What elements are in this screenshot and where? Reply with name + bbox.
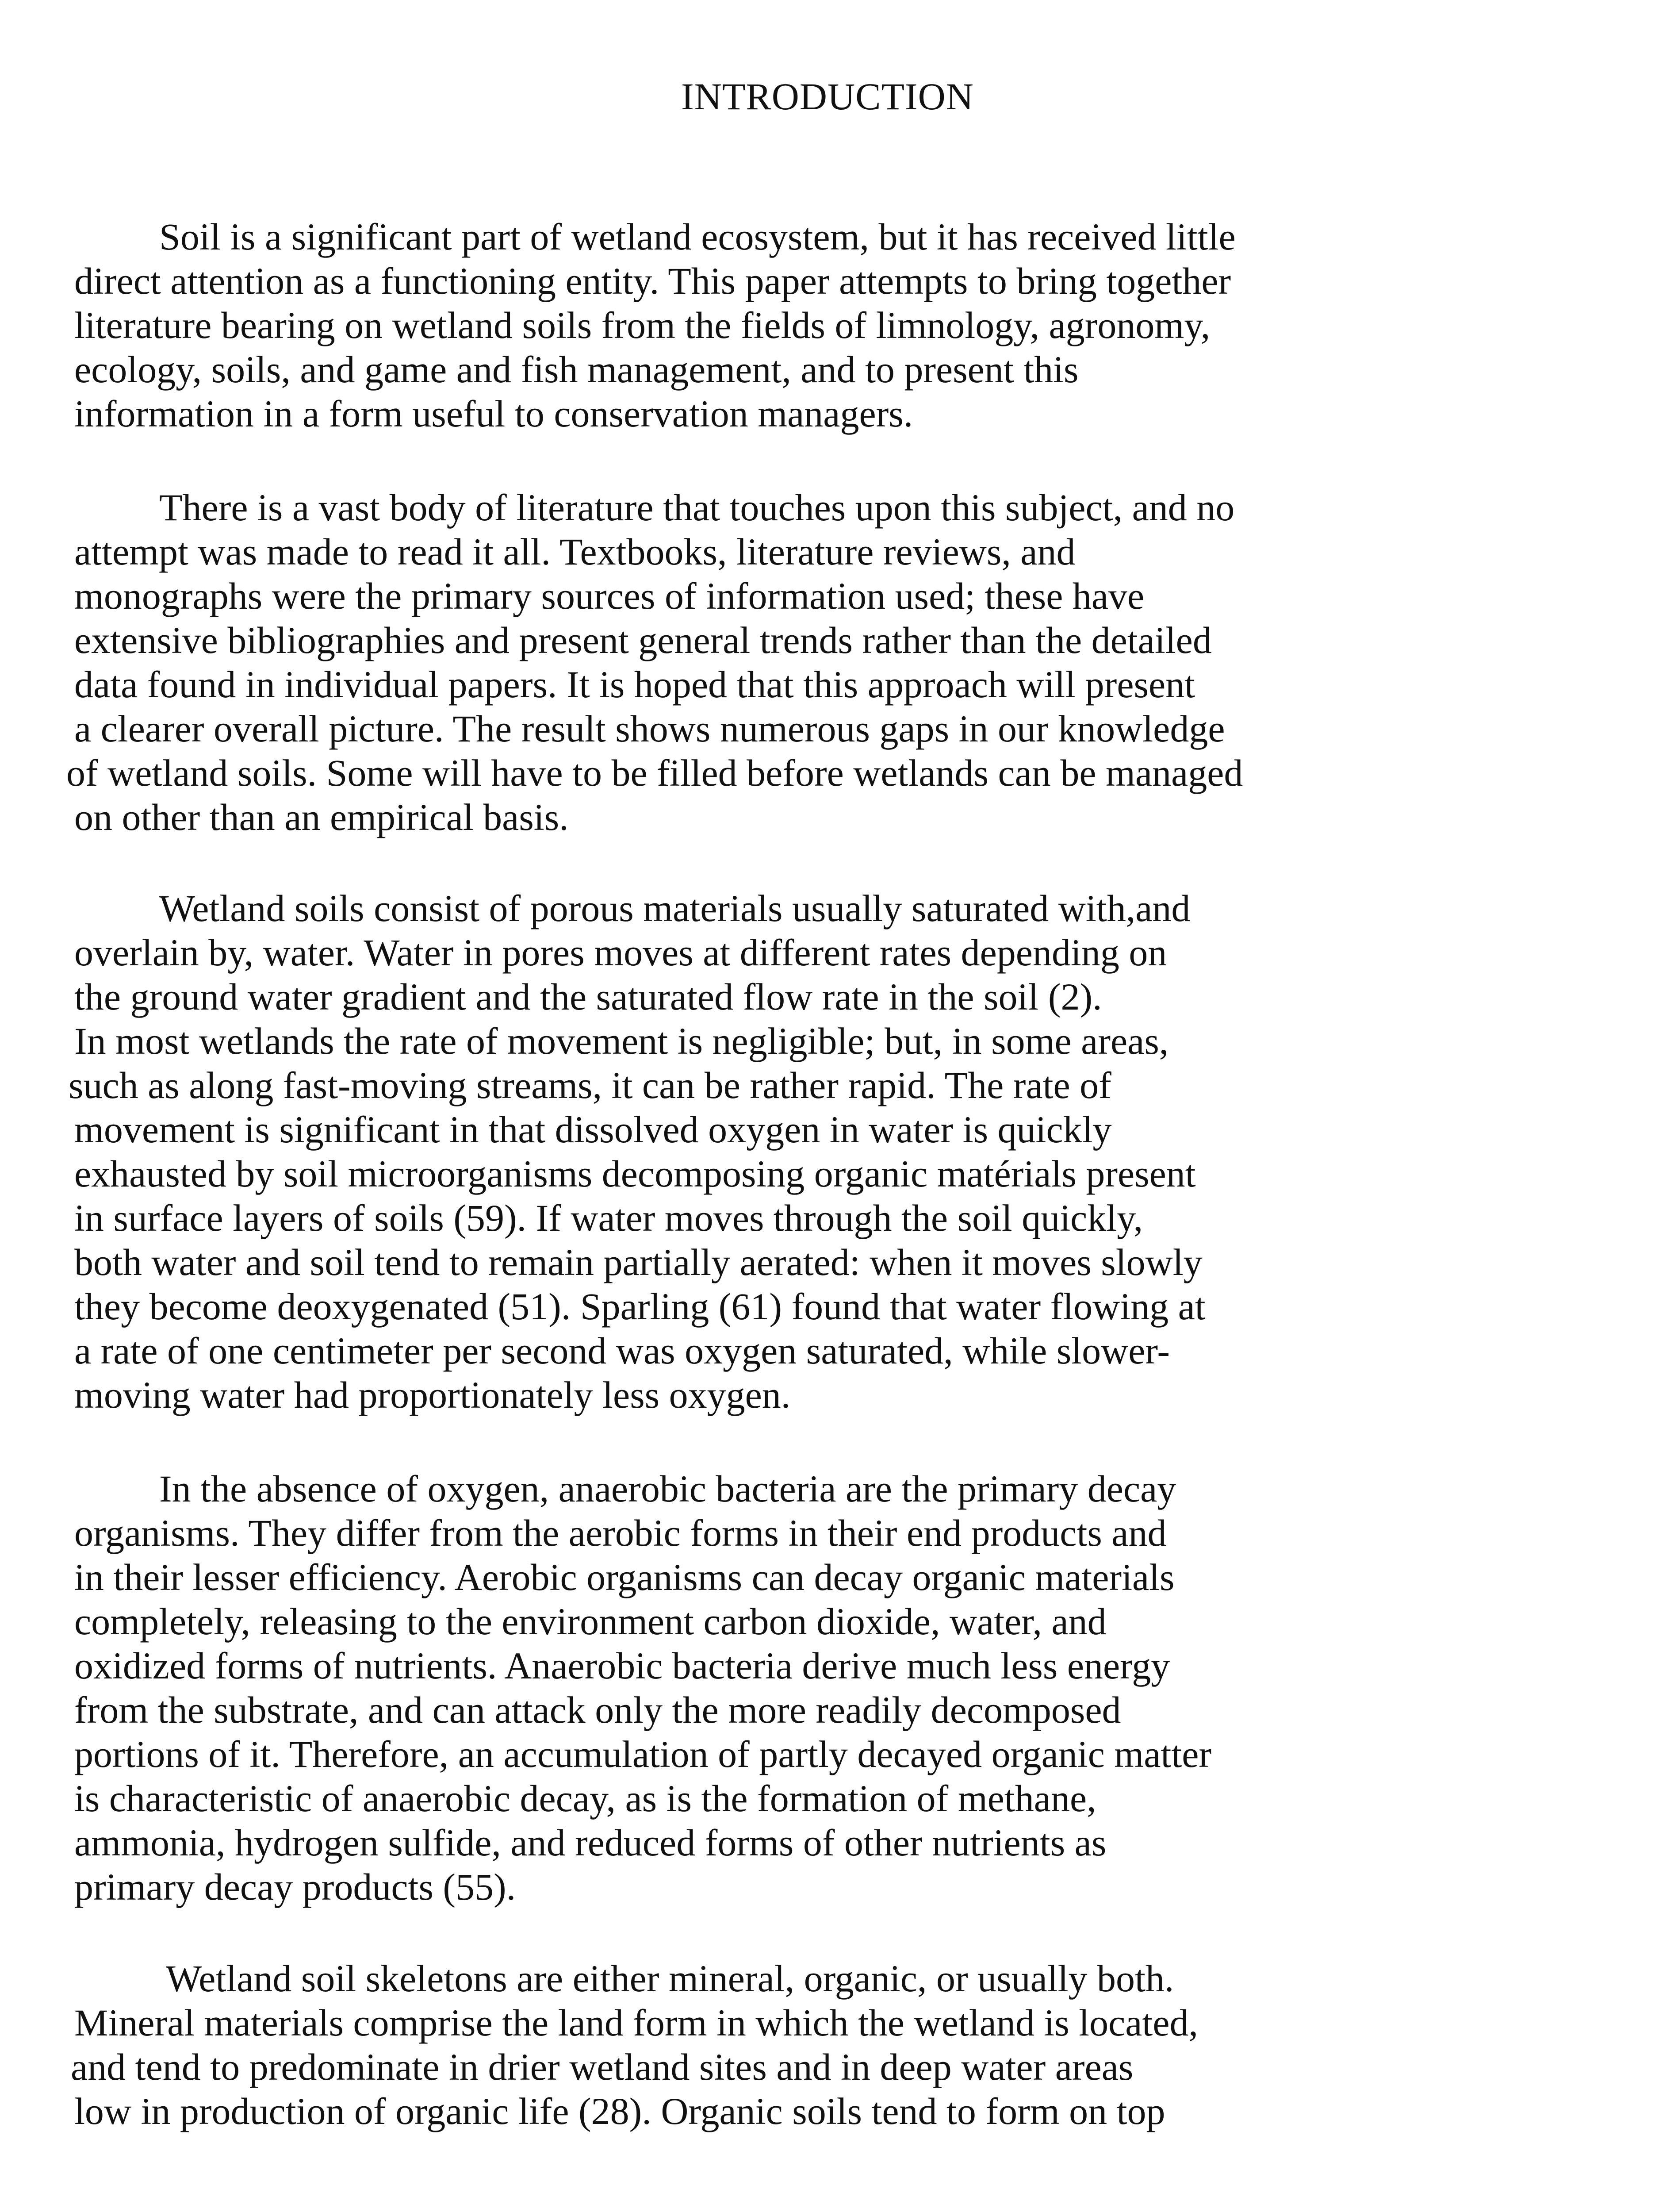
text-line: primary decay products (55). xyxy=(74,1866,516,1908)
text-line: the ground water gradient and the saturated flow rate in the soil (2). xyxy=(74,975,1102,1018)
text-line: ecology, soils, and game and fish management, and to present this xyxy=(74,348,1079,391)
text-line: in surface layers of soils (59). If water moves through the soil quickly, xyxy=(74,1197,1143,1239)
text-line: both water and soil tend to remain partially aerated: when it moves slowly xyxy=(74,1241,1203,1283)
text-line: information in a form useful to conservation managers. xyxy=(74,392,913,435)
text-line: data found in individual papers. It is hoped that this approach will present xyxy=(74,663,1195,706)
text-line: completely, releasing to the environment carbon dioxide, water, and xyxy=(74,1600,1107,1643)
text-line: movement is significant in that dissolved oxygen in water is quickly xyxy=(74,1108,1112,1151)
text-line: exhausted by soil microorganisms decomposing organic matérials present xyxy=(74,1152,1196,1195)
text-line: Soil is a significant part of wetland ecosystem, but it has received little xyxy=(159,215,1236,258)
text-line: There is a vast body of literature that touches upon this subject, and no xyxy=(159,486,1235,529)
text-line: direct attention as a functioning entity. This paper attempts to bring together xyxy=(74,260,1231,302)
text-line: literature bearing on wetland soils from the fields of limnology, agronomy, xyxy=(74,304,1211,346)
text-line: overlain by, water. Water in pores moves at different rates depending on xyxy=(74,931,1167,974)
text-line: a rate of one centimeter per second was oxygen saturated, while slower- xyxy=(74,1329,1170,1372)
text-line: Mineral materials comprise the land form in which the wetland is located, xyxy=(74,2001,1198,2044)
text-line: Wetland soil skeletons are either mineral, organic, or usually both. xyxy=(166,1957,1174,2000)
text-line: on other than an empirical basis. xyxy=(74,796,569,838)
text-line: organisms. They differ from the aerobic forms in their end products and xyxy=(74,1512,1167,1554)
text-line: moving water had proportionately less oxygen. xyxy=(74,1374,791,1416)
text-line: is characteristic of anaerobic decay, as is the formation of methane, xyxy=(74,1777,1096,1820)
text-line: in their lesser efficiency. Aerobic organisms can decay organic materials xyxy=(74,1556,1175,1598)
text-line: Wetland soils consist of porous materials usually saturated with,and xyxy=(159,887,1191,929)
text-line: they become deoxygenated (51). Sparling (61) found that water flowing at xyxy=(74,1285,1206,1328)
text-line: In most wetlands the rate of movement is negligible; but, in some areas, xyxy=(74,1020,1169,1062)
text-line: attempt was made to read it all. Textbooks, literature reviews, and xyxy=(74,530,1076,573)
text-line: such as along fast-moving streams, it can be rather rapid. The rate of xyxy=(69,1064,1111,1106)
text-line: oxidized forms of nutrients. Anaerobic bacteria derive much less energy xyxy=(74,1644,1170,1687)
text-line: ammonia, hydrogen sulfide, and reduced forms of other nutrients as xyxy=(74,1821,1107,1864)
text-line: In the absence of oxygen, anaerobic bacteria are the primary decay xyxy=(159,1467,1176,1510)
text-line: and tend to predominate in drier wetland sites and in deep water areas xyxy=(71,2046,1134,2088)
text-line: monographs were the primary sources of information used; these have xyxy=(74,575,1145,617)
text-line: portions of it. Therefore, an accumulation of partly decayed organic matter xyxy=(74,1733,1212,1775)
text-line: a clearer overall picture. The result shows numerous gaps in our knowledge xyxy=(74,707,1225,750)
text-line: extensive bibliographies and present general trends rather than the detailed xyxy=(74,619,1212,661)
text-line: from the substrate, and can attack only the more readily decomposed xyxy=(74,1689,1121,1731)
text-line: low in production of organic life (28). Organic soils tend to form on top xyxy=(74,2090,1165,2132)
page-title: INTRODUCTION xyxy=(681,75,974,118)
text-line: of wetland soils. Some will have to be filled before wetlands can be managed xyxy=(66,752,1243,794)
